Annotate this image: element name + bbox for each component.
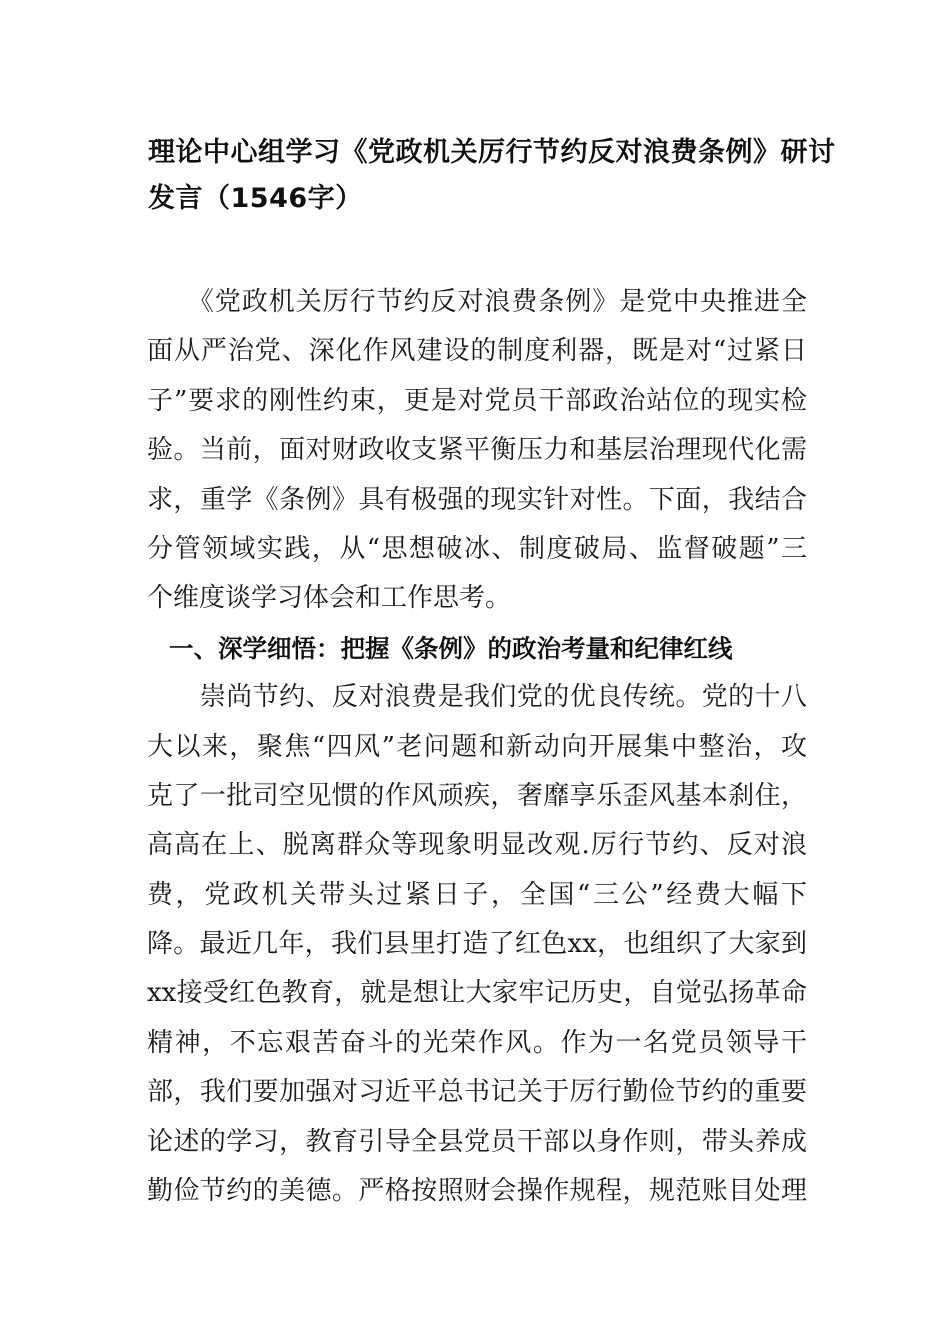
text-line: 降。最近几年，我们县里打造了红色xx，也组织了大家到	[147, 929, 807, 960]
text-line: 勤俭节约的美德。严格按照财会操作规程，规范账目处理	[147, 1176, 807, 1207]
text-line: 验。当前，面对财政收支紧平衡压力和基层治理现代化需	[147, 435, 807, 466]
text-line: 分管领域实践，从“思想破冰、制度破局、监督破题”三	[147, 533, 807, 564]
text-line: 克了一批司空见惯的作风顽疾，奢靡享乐歪风基本刹住，	[147, 780, 807, 811]
text-line: 高高在上、脱离群众等现象明显改观.厉行节约、反对浪	[147, 830, 807, 861]
text-line: 个维度谈学习体会和工作思考。	[147, 583, 512, 614]
text-line: 部，我们要加强对习近平总书记关于厉行勤俭节约的重要	[147, 1077, 807, 1108]
document-title	[148, 130, 836, 222]
text-line: 《党政机关厉行节约反对浪费条例》是党中央推进全	[147, 287, 807, 317]
text-line: xx接受红色教育，就是想让大家牢记历史，自觉弘扬革命	[147, 978, 807, 1009]
text-line: 求，重学《条例》具有极强的现实针对性。下面，我结合	[147, 484, 807, 515]
paragraph-section-1	[147, 673, 807, 1216]
document-body	[147, 278, 807, 1216]
text-line: 精神，不忘艰苦奋斗的光荣作风。作为一名党员领导干	[147, 1027, 807, 1058]
text-line: 崇尚节约、反对浪费是我们党的优良传统。党的十八	[147, 682, 807, 713]
text-line: 费，党政机关带头过紧日子，全国“三公”经费大幅下	[147, 879, 807, 910]
text-line: 大以来，聚焦“四风”老问题和新动向开展集中整治，攻	[147, 731, 807, 762]
paragraph-intro	[147, 278, 807, 624]
title-line: 发言（1546字）	[148, 183, 363, 214]
text-line: 面从严治党、深化作风建设的制度利器，既是对“过紧日	[147, 336, 807, 367]
text-line: 子”要求的刚性约束，更是对党员干部政治站位的现实检	[147, 385, 807, 416]
section-heading: 一、深学细悟：把握《条例》的政治考量和纪律红线	[169, 633, 733, 663]
text-line: 论述的学习，教育引导全县党员干部以身作则，带头养成	[147, 1126, 807, 1157]
title-line: 理论中心组学习《党政机关厉行节约反对浪费条例》研讨	[148, 137, 836, 168]
